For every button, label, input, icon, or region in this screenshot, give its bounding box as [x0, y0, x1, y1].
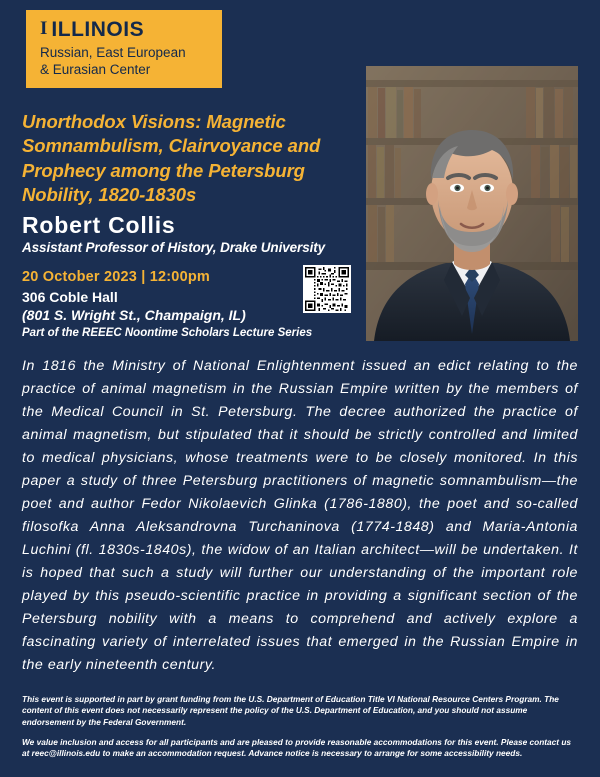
- accessibility-notice: We value inclusion and access for all participants and are pleased to provide reasonable accommodations for this event. Please contact us at reec@illinois.edu to make an accommodation request. Advance notice is necessary to arrange for some accessibility needs.: [22, 736, 572, 759]
- event-title: Unorthodox Visions: Magnetic Somnambulism, Clairvoyance and Prophecy among the Petersburg Nobility, 1820-1830s: [22, 111, 321, 206]
- event-abstract: In 1816 the Ministry of National Enlightenment issued an edict relating to the practice of animal magnetism in the Russian Empire written by the members of the Medical Council in St. Petersburg. The decree authorized the practice of animal magnetism, but stipulated that it should be strictly controlled and limited to medical physicians, whose treatments were to be closely monitored. In this paper a study of three Petersburg practitioners of magnetic somnambulism—the poet and author Fedor Nikolaevich Glinka (1786-1880), the poet and so-called filosofka Anna Aleksandrovna Turchaninova (1774-1848) and Maria-Antonia Luchini (fl. 1830s-1840s), the widow of an Italian architect—will be undertaken. It is hoped that such a study will further our understanding of the important role played by this pseudo-scientific practice in providing a significant section of the Petersburg nobility with a means to comprehend and actively explore a fascinating variety of interrelated issues that emerged in the Russian Empire in the early nineteenth century.: [22, 358, 578, 673]
- event-room: 306 Coble Hall: [22, 288, 118, 305]
- event-address: (801 S. Wright St., Champaign, IL): [22, 307, 246, 324]
- speaker-photo: [366, 66, 578, 341]
- speaker-affiliation: Assistant Professor of History, Drake University: [22, 240, 326, 255]
- event-datetime: 20 October 2023 | 12:00pm: [22, 269, 210, 285]
- illinois-wordmark-text: ILLINOIS: [51, 18, 145, 41]
- center-name-line-2: & Eurasian Center: [40, 61, 151, 77]
- illinois-block-i-icon: I: [40, 18, 47, 39]
- speaker-name: Robert Collis: [22, 212, 176, 238]
- event-details: [22, 268, 292, 325]
- event-series: Part of the REEEC Noontime Scholars Lecture Series: [22, 327, 313, 339]
- center-name-line-1: Russian, East European: [40, 45, 186, 60]
- qr-code[interactable]: [303, 265, 351, 313]
- funding-notice: This event is supported in part by grant funding from the U.S. Department of Education Title VI National Resource Centers Program. The content of this event does not necessarily represent the policy of the U.S. Department of Education, and you should not assume endorsement by the Federal Government.: [22, 694, 559, 727]
- footer-notices: [22, 694, 578, 768]
- illinois-logo-block: [26, 10, 222, 88]
- center-name: [40, 45, 210, 78]
- illinois-wordmark: [40, 19, 210, 40]
